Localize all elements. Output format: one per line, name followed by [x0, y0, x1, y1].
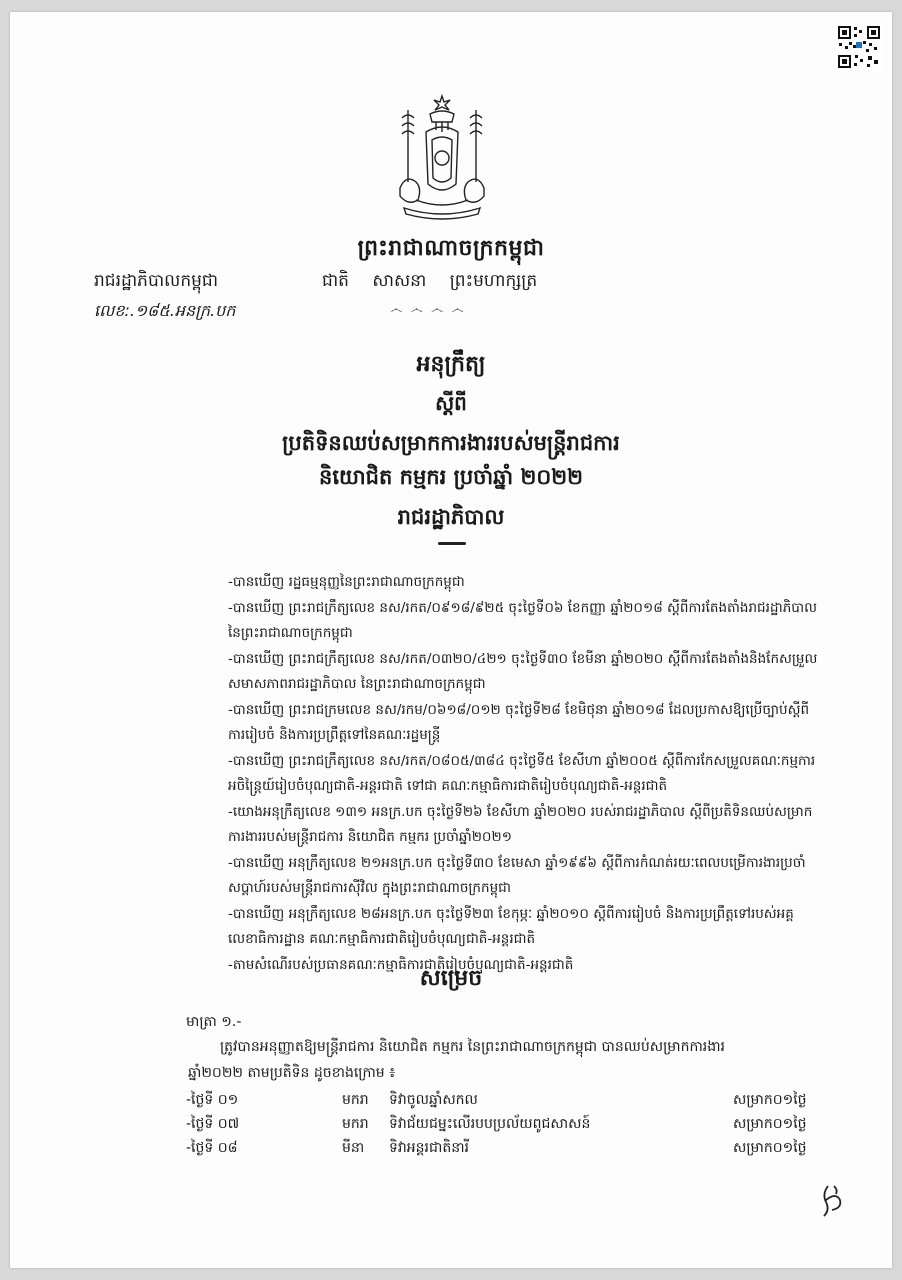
holiday-date: -ថ្ងៃទី ០៧ — [186, 1116, 240, 1132]
holiday-leave: សម្រាក០១ថ្ងៃ — [733, 1116, 807, 1132]
list-item: -បានឃើញ ព្រះរាជក្រឹត្យលេខ នស/រកត/០៨០៥/៣៨៤ ចុះថ្ងៃទី៥ ខែសីហា ឆ្នាំ២០០៥ ស្តីពីការកែសម្រួលគណៈកម្មការអចិន្ត្រៃយ៍រៀបចំបុណ្យជាតិ-អន្តរជាតិ ទៅជា គណៈកម្មាធិការជាតិរៀបចំបុណ្យជាតិ-អន្តរជាតិ — [228, 752, 816, 794]
list-item: -យោងអនុក្រឹត្យលេខ ១៣១ អនក្រ.បក ចុះថ្ងៃទី២៦ ខែសីហា ឆ្នាំ២០២០ របស់រាជរដ្ឋាភិបាល ស្តីពីប្រតិទិនឈប់សម្រាកការងាររបស់មន្ត្រីរាជការ និយោជិត កម្មករ ប្រចាំឆ្នាំ២០២១ — [228, 803, 813, 845]
article-label: មាត្រា ១.- — [186, 1014, 242, 1030]
list-item: -បានឃើញ ព្រះរាជក្រឹត្យលេខ នស/រកត/០៩១៨/៩២៥ ចុះថ្ងៃទី០៦ ខែកញ្ញា ឆ្នាំ២០១៨ ស្តីពីការតែងតាំងរាជរដ្ឋាភិបាល នៃព្រះរាជាណាចក្រកម្ពុជា — [228, 599, 818, 641]
qr-code-icon — [836, 24, 882, 70]
government-label: រាជរដ្ឋាភិបាលកម្ពុជា — [94, 271, 219, 291]
handwritten-initial-icon — [818, 1180, 846, 1220]
royal-coat-of-arms-icon — [386, 92, 498, 224]
document-page — [10, 12, 892, 1268]
list-item: -តាមសំណើរបស់ប្រធានគណៈកម្មាធិការជាតិរៀបចំបុណ្យជាតិ-អន្តរជាតិ — [228, 956, 574, 973]
paragraph-line-2: ឆ្នាំ២០២២ តាមប្រតិទិន ដូចខាងក្រោម ៖ — [188, 1065, 396, 1081]
holiday-date: -ថ្ងៃទី ០៨ — [186, 1140, 238, 1156]
list-item: -បានឃើញ អនុក្រឹត្យលេខ ២១អនក្រ.បក ចុះថ្ងៃទី៣០ ខែមេសា ឆ្នាំ១៩៩៦ ស្តីពីការកំណត់រយៈពេលបម្រើការងារប្រចាំសប្តាហ៍របស់មន្ត្រីរាជការស៊ីវិល ក្នុងព្រះរាជាណាចក្រកម្ពុជា — [228, 854, 806, 896]
table-row — [186, 1114, 826, 1136]
table-row — [186, 1138, 826, 1160]
issuer: រាជរដ្ឋាភិបាល — [397, 505, 505, 529]
subject-line-1: ប្រតិទិនឈប់សម្រាកការងាររបស់មន្ត្រីរាជការ — [282, 431, 620, 455]
references-list — [228, 570, 818, 978]
holiday-name: ទិវាអន្តរជាតិនារី — [389, 1140, 469, 1156]
holiday-month: មករា — [342, 1116, 369, 1132]
holiday-date: -ថ្ងៃទី ០១ — [186, 1092, 239, 1108]
about-label: ស្តីពី — [435, 391, 467, 415]
list-item: -បានឃើញ ព្រះរាជក្រឹត្យលេខ នស/រកត/០៣២០/៤២១ ចុះថ្ងៃទី៣០ ខែមីនា ឆ្នាំ២០២០ ស្តីពីការតែងតាំងនិងកែសម្រួលសមាសភាពរាជរដ្ឋាភិបាល នៃព្រះរាជាណាចក្រកម្ពុជា — [228, 650, 818, 692]
holiday-month: មីនា — [342, 1140, 365, 1156]
holiday-leave: សម្រាក០១ថ្ងៃ — [733, 1140, 807, 1156]
article-paragraph — [188, 1034, 810, 1086]
decision-heading: សម្រេច — [419, 966, 483, 991]
document-type: អនុក្រឹត្យ — [416, 352, 486, 377]
paragraph-line-1: ត្រូវបានអនុញ្ញាតឱ្យមន្ត្រីរាជការ និយោជិត កម្មករ នៃព្រះរាជាណាចក្រកម្ពុជា បានឈប់សម្រាកការងារ — [220, 1039, 725, 1055]
subject-line-2: និយោជិត កម្មករ ប្រចាំឆ្នាំ ២០២២ — [318, 465, 584, 489]
table-row — [186, 1090, 826, 1112]
kingdom-title: ព្រះរាជាណាចក្រកម្ពុជា — [357, 236, 545, 261]
document-number: លេខ:.១៨៥.អនក្រ.បក — [94, 301, 236, 320]
holiday-name: ទិវាចូលឆ្នាំសកល — [389, 1092, 478, 1108]
holiday-month: មករា — [342, 1092, 369, 1108]
divider-dash — [438, 542, 466, 545]
list-item: -បានឃើញ អនុក្រឹត្យលេខ ២៨អនក្រ.បក ចុះថ្ងៃទី២៣ ខែកុម្ភៈ ឆ្នាំ២០១០ ស្តីពីការរៀបចំ និងការប្រព្រឹត្តទៅរបស់អគ្គលេខាធិការដ្ឋាន គណៈកម្មាធិការជាតិរៀបចំបុណ្យជាតិ-អន្តរជាតិ — [228, 905, 794, 947]
holiday-leave: សម្រាក០១ថ្ងៃ — [733, 1092, 807, 1108]
list-item: -បានឃើញ រដ្ឋធម្មនុញ្ញនៃព្រះរាជាណាចក្រកម្ពុជា — [228, 574, 465, 590]
national-motto: ជាតិ សាសនា ព្រះមហាក្សត្រ — [322, 271, 538, 291]
list-item: -បានឃើញ ព្រះរាជក្រមលេខ នស/រកម/០៦១៨/០១២ ចុះថ្ងៃទី២៨ ខែមិថុនា ឆ្នាំ២០១៨ ដែលប្រកាសឱ្យប្រើច្បាប់ស្តីពីការរៀបចំ និងការប្រព្រឹត្តទៅនៃគណៈរដ្ឋមន្ត្រី — [228, 701, 810, 743]
holiday-name: ទិវាជ័យជម្នះលើរបបប្រល័យពូជសាសន៍ — [389, 1116, 591, 1132]
ornament-divider: ෴ ෴ ෴ ෴ — [390, 302, 466, 317]
